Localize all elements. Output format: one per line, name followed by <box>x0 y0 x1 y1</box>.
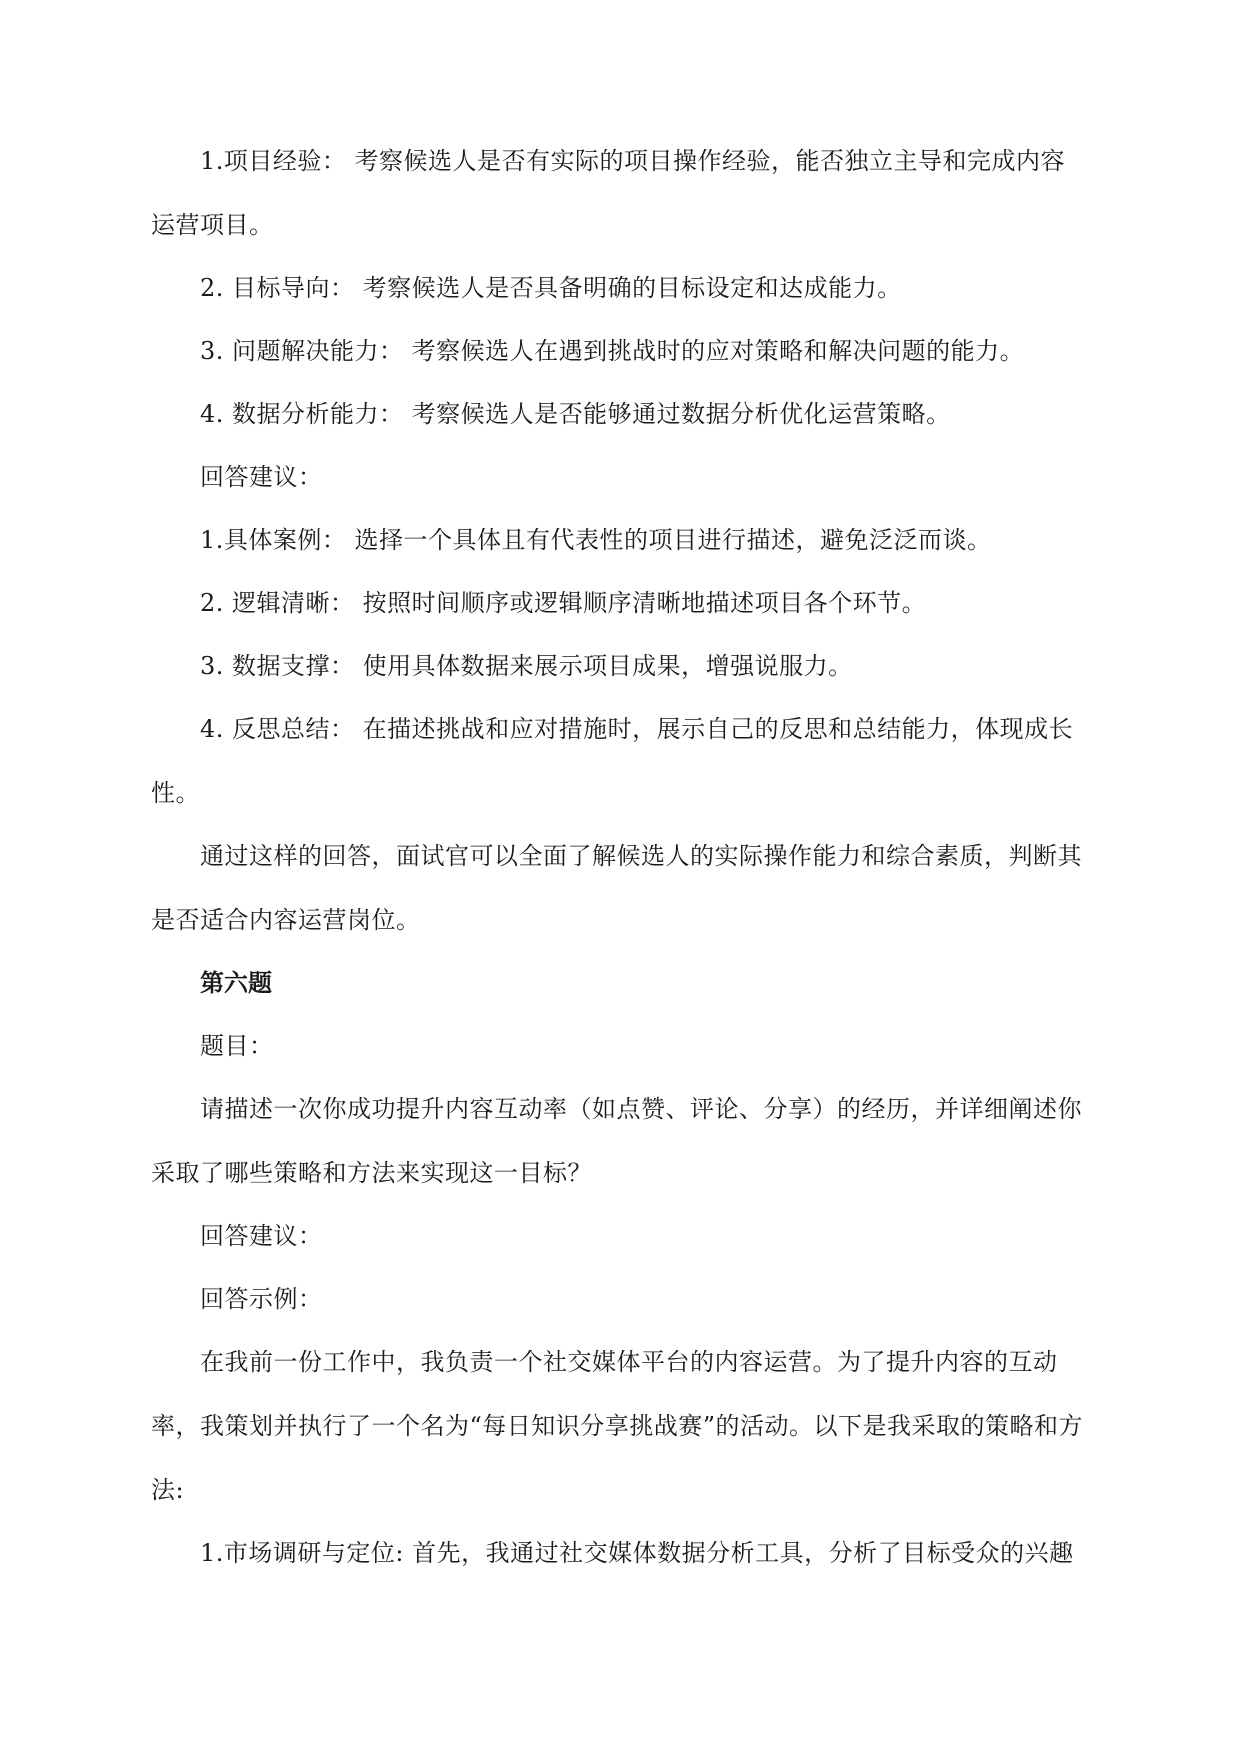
paragraph: 回答建议： <box>200 463 323 491</box>
paragraph: 1.具体案例： 选择一个具体且有代表性的项目进行描述，避免泛泛而谈。 <box>200 526 992 554</box>
paragraph: 回答示例： <box>200 1285 323 1313</box>
paragraph: 4. 数据分析能力： 考察候选人是否能够通过数据分析优化运营策略。 <box>200 400 951 428</box>
paragraph: 1.项目经验： 考察候选人是否有实际的项目操作经验，能否独立主导和完成内容运营项目。 <box>151 147 1066 239</box>
paragraph: 请描述一次你成功提升内容互动率（如点赞、评论、分享）的经历，并详细阐述你采取了哪些策略和方法来实现这一目标？ <box>151 1095 1082 1187</box>
paragraph: 2. 逻辑清晰： 按照时间顺序或逻辑顺序清晰地描述项目各个环节。 <box>200 589 927 617</box>
paragraph: 回答建议： <box>200 1222 323 1250</box>
paragraph-group-2 <box>151 1029 1087 1570</box>
document-body <box>151 144 1087 1599</box>
paragraph: 通过这样的回答，面试官可以全面了解候选人的实际操作能力和综合素质，判断其是否适合内容运营岗位。 <box>151 842 1082 934</box>
paragraph: 3. 数据支撑： 使用具体数据来展示项目成果，增强说服力。 <box>200 652 853 680</box>
paragraph: 1.市场调研与定位: 首先，我通过社交媒体数据分析工具，分析了目标受众的兴趣 <box>200 1539 1074 1567</box>
paragraph: 3. 问题解决能力： 考察候选人在遇到挑战时的应对策略和解决问题的能力。 <box>200 337 1025 365</box>
paragraph: 在我前一份工作中，我负责一个社交媒体平台的内容运营。为了提升内容的互动率，我策划并执行了一个名为“每日知识分享挑战赛”的活动。以下是我采取的策略和方法: <box>151 1348 1084 1504</box>
section-heading: 第六题 <box>200 969 272 997</box>
paragraph: 2. 目标导向： 考察候选人是否具备明确的目标设定和达成能力。 <box>200 274 902 302</box>
paragraph: 4. 反思总结： 在描述挑战和应对措施时，展示自己的反思和总结能力，体现成长性。 <box>151 715 1074 807</box>
paragraph: 题目： <box>200 1032 274 1060</box>
paragraph-group-1 <box>151 129 1087 952</box>
